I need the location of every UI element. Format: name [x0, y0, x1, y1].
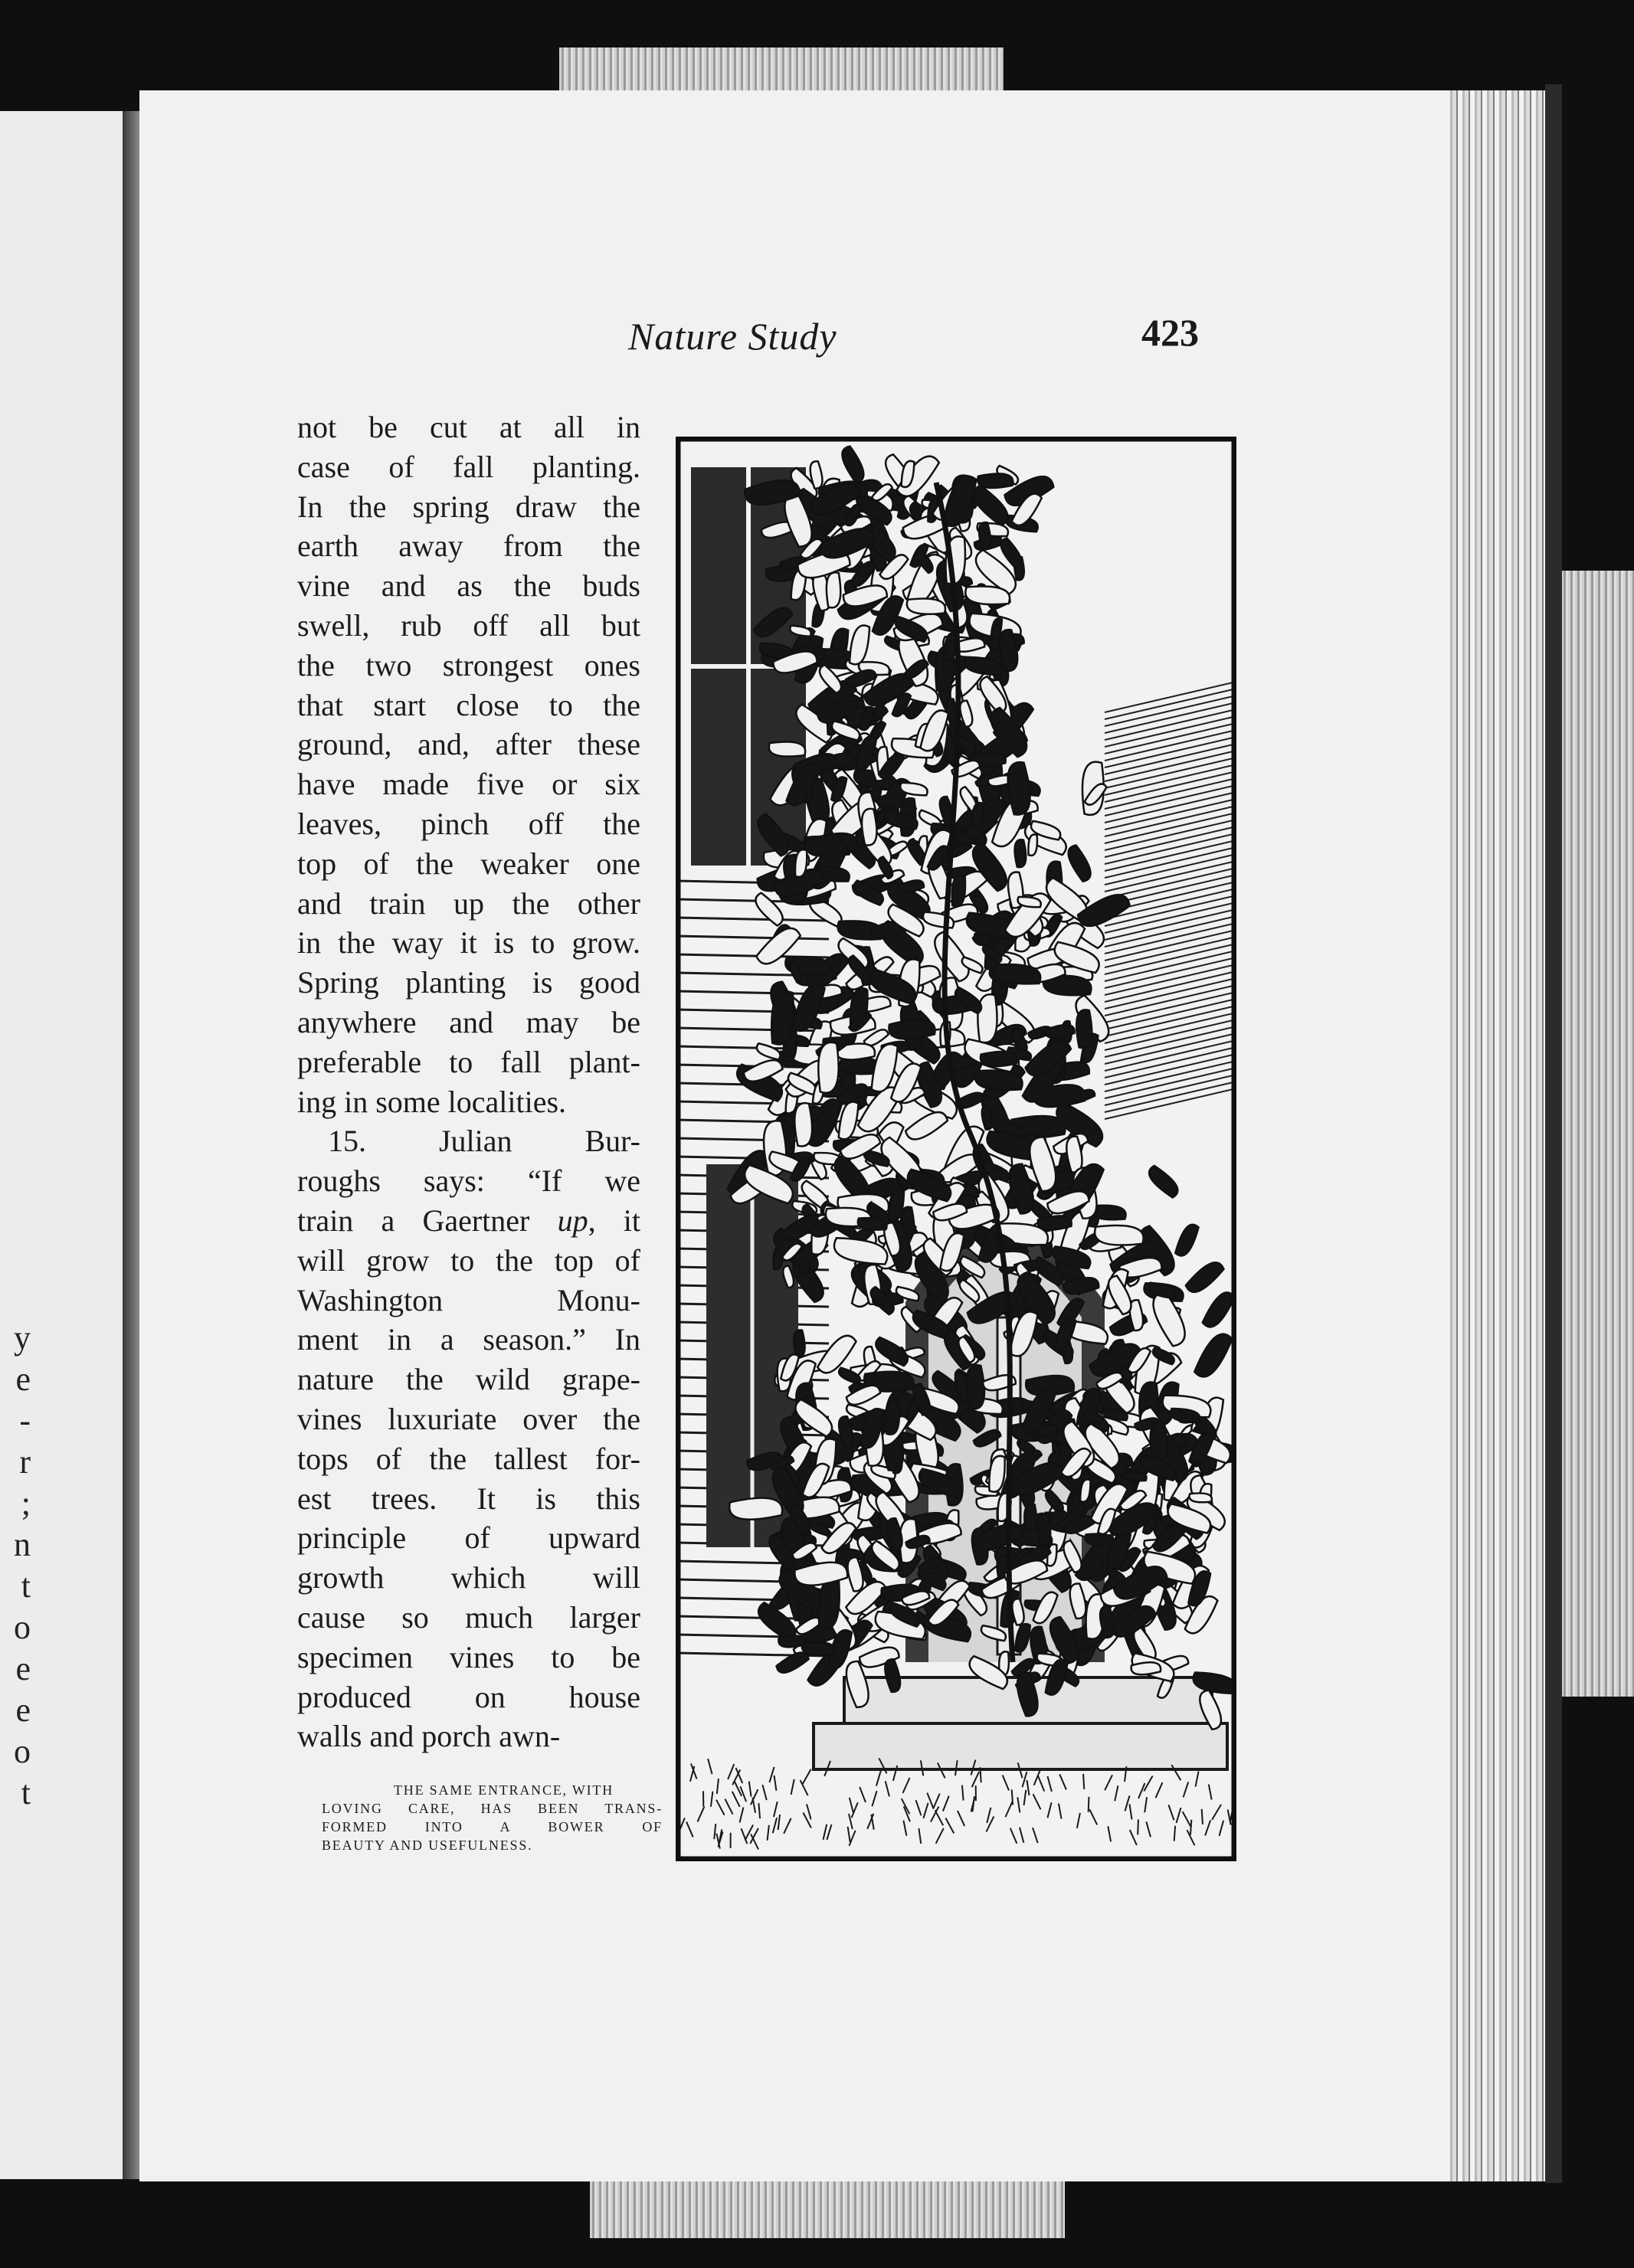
book-cover-edge	[1545, 84, 1562, 2183]
text-line: the two strongest ones	[297, 647, 640, 682]
fragment-char: -	[19, 1402, 31, 1439]
text-line: walls and porch awn-	[297, 1719, 561, 1754]
text-line: not be cut at all in	[297, 410, 640, 444]
text-line: swell, rub off all but	[297, 607, 640, 643]
figure-caption	[322, 1781, 663, 1854]
fragment-char: t	[21, 1774, 31, 1811]
facing-page-text-fragments	[0, 1317, 31, 1814]
fragment-char: ;	[21, 1484, 31, 1522]
fragment-char: o	[14, 1609, 31, 1646]
text-line: ground, and, after these	[297, 727, 640, 762]
caption-line: FORMED INTO A BOWER OF	[322, 1819, 663, 1834]
text-line: roughs says: “If we	[297, 1163, 640, 1199]
body-text-column	[297, 407, 640, 1756]
text-line: leaves, pinch off the	[297, 806, 640, 841]
text-line: train a Gaertner up, it	[297, 1203, 640, 1238]
fragment-char: r	[19, 1443, 31, 1481]
fragment-char: y	[14, 1319, 31, 1357]
text-line: principle of upward	[297, 1520, 640, 1556]
fragment-char: e	[15, 1360, 31, 1398]
caption-line: THE SAME ENTRANCE, WITH	[393, 1782, 614, 1798]
text-line: specimen vines to be	[297, 1639, 640, 1674]
vine-entrance-illustration	[676, 437, 1236, 1861]
text-line: cause so much larger	[297, 1599, 640, 1635]
text-line: In the spring draw the	[297, 489, 640, 524]
fragment-char: t	[21, 1567, 31, 1605]
text-line: preferable to fall plant-	[297, 1044, 640, 1079]
text-line: Spring planting is good	[297, 965, 640, 1000]
fragment-char: e	[15, 1691, 31, 1729]
text-line: have made five or six	[297, 767, 640, 802]
text-line: est trees. It is this	[297, 1481, 640, 1516]
text-line: ment in a season.” In	[297, 1322, 640, 1357]
book-gutter	[123, 111, 139, 2179]
scanner-tape-top	[559, 47, 1004, 95]
text-line: case of fall planting.	[297, 449, 640, 484]
text-line: tops of the tallest for-	[297, 1441, 640, 1476]
page-number: 423	[1141, 311, 1199, 354]
text-line: 15. Julian Bur-	[328, 1124, 640, 1159]
caption-line: BEAUTY AND USEFULNESS.	[322, 1838, 533, 1853]
scanner-tape-bottom	[590, 2175, 1065, 2238]
text-line: in the way it is to grow.	[297, 925, 640, 961]
text-line: nature the wild grape-	[297, 1362, 640, 1397]
fragment-char: o	[14, 1733, 31, 1770]
text-line: produced on house	[297, 1679, 640, 1714]
text-line: top of the weaker one	[297, 846, 640, 881]
text-line: vines luxuriate over the	[297, 1401, 640, 1436]
text-line: Washington Monu-	[297, 1282, 640, 1317]
fragment-char: n	[14, 1526, 31, 1563]
text-line: will grow to the top of	[297, 1242, 640, 1278]
text-line: and train up the other	[297, 885, 640, 921]
caption-line: LOVING CARE, HAS BEEN TRANS-	[322, 1801, 663, 1816]
facing-page-edge	[0, 111, 126, 2179]
text-line: earth away from the	[297, 529, 640, 564]
text-line: growth which will	[297, 1560, 640, 1595]
text-line: vine and as the buds	[297, 568, 640, 604]
text-line: anywhere and may be	[297, 1004, 640, 1039]
vine-covered-entrance-icon	[676, 437, 1236, 1861]
fragment-char: e	[15, 1650, 31, 1687]
running-head: Nature Study	[628, 315, 837, 358]
page-stack-edges	[1446, 90, 1545, 2181]
text-line: ing in some localities.	[297, 1084, 567, 1119]
text-line: that start close to the	[297, 687, 640, 722]
